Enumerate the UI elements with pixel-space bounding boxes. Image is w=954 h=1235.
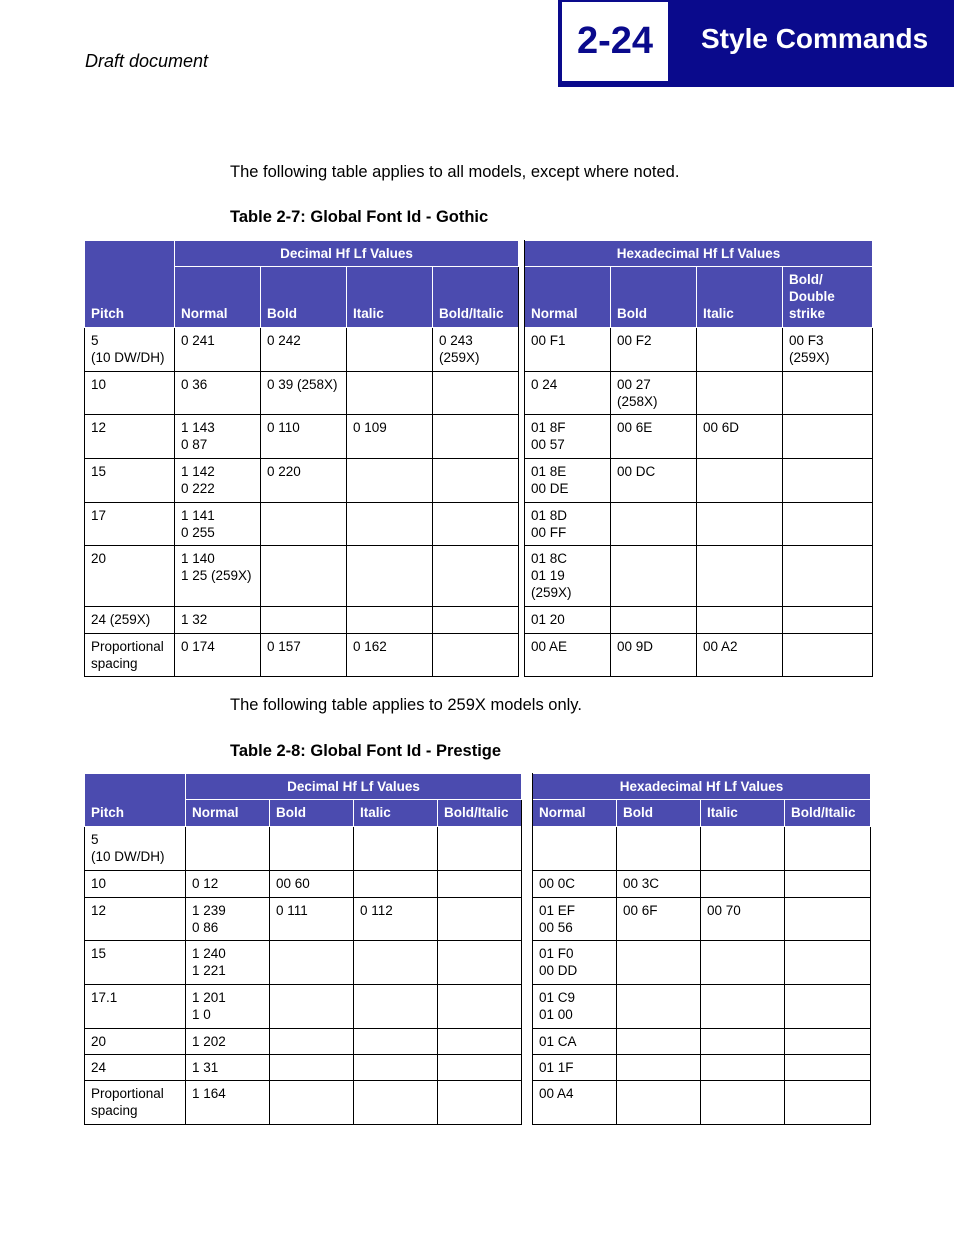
table-cell <box>783 372 873 415</box>
table-cell: 1 141 0 255 <box>175 503 261 546</box>
table-row <box>85 459 873 503</box>
table-cell: 00 3C <box>617 871 701 898</box>
table-cell: 1 239 0 86 <box>186 898 270 941</box>
table-cell <box>783 503 873 546</box>
column-header-hex-bold-double-strike: Bold/ Double strike <box>783 267 873 328</box>
table-cell <box>438 941 522 985</box>
table-cell <box>697 328 783 372</box>
intro-text-1: The following table applies to all models, except where noted. <box>230 163 680 181</box>
table-cell <box>433 503 519 546</box>
table-cell: 0 36 <box>175 372 261 415</box>
table-cell <box>697 607 783 634</box>
table-cell <box>438 1081 522 1125</box>
table-cell: 00 F3 (259X) <box>783 328 873 372</box>
table-cell: 00 6F <box>617 898 701 941</box>
table-cell <box>433 546 519 607</box>
pitch-cell: 15 <box>85 459 175 503</box>
table-cell <box>347 607 433 634</box>
table-cell: 0 242 <box>261 328 347 372</box>
pitch-cell: 15 <box>85 941 186 985</box>
table-cell <box>433 459 519 503</box>
table-cell <box>438 827 522 871</box>
table-cell <box>261 503 347 546</box>
table-cell <box>438 1055 522 1081</box>
table-row <box>85 1029 871 1055</box>
table-cell: 00 A4 <box>533 1081 617 1125</box>
table-cell: 0 220 <box>261 459 347 503</box>
table-cell: 00 60 <box>270 871 354 898</box>
pitch-cell: 5 (10 DW/DH) <box>85 827 186 871</box>
table-row <box>85 898 871 941</box>
table-cell <box>785 985 871 1029</box>
table-cell: 00 AE <box>525 634 611 677</box>
table-cell: 01 8D 00 FF <box>525 503 611 546</box>
table-cell: 1 202 <box>186 1029 270 1055</box>
table-cell <box>533 827 617 871</box>
table-cell <box>433 372 519 415</box>
table-cell <box>697 503 783 546</box>
table-cell <box>611 503 697 546</box>
table-row <box>85 985 871 1029</box>
group-header-hex: Hexadecimal Hf Lf Values <box>525 241 873 267</box>
column-header-hex-bold-italic: Bold/Italic <box>785 800 871 827</box>
table-row <box>85 1081 871 1125</box>
table-cell: 01 F0 00 DD <box>533 941 617 985</box>
table-cell <box>785 1081 871 1125</box>
table-cell <box>354 941 438 985</box>
table-row <box>85 871 871 898</box>
table-cell <box>701 1055 785 1081</box>
table-cell <box>697 372 783 415</box>
table-cell: 00 27 (258X) <box>611 372 697 415</box>
table-row <box>85 503 873 546</box>
table-cell: 0 112 <box>354 898 438 941</box>
table-cell: 0 110 <box>261 415 347 459</box>
table-cell: 1 164 <box>186 1081 270 1125</box>
pitch-cell: Proportional spacing <box>85 634 175 677</box>
table-cell <box>270 1029 354 1055</box>
table-row <box>85 634 873 677</box>
table-cell <box>785 941 871 985</box>
table-cell <box>785 1055 871 1081</box>
group-header-hex: Hexadecimal Hf Lf Values <box>533 774 871 800</box>
table-row <box>85 941 871 985</box>
pitch-cell: 12 <box>85 415 175 459</box>
table-cell <box>261 546 347 607</box>
table-cell: 00 A2 <box>697 634 783 677</box>
table-cell <box>783 415 873 459</box>
table-cell <box>785 1029 871 1055</box>
column-gap <box>522 827 533 871</box>
section-title: Style Commands <box>701 23 929 54</box>
table-cell: 0 39 (258X) <box>261 372 347 415</box>
table-cell: 00 DC <box>611 459 697 503</box>
table-cell <box>270 941 354 985</box>
table-row <box>85 827 871 871</box>
table-cell: 01 8C 01 19 (259X) <box>525 546 611 607</box>
column-header-hex-italic: Italic <box>701 800 785 827</box>
table-cell <box>347 546 433 607</box>
column-header-pitch: Pitch <box>85 774 186 827</box>
table-row <box>85 1055 871 1081</box>
table-cell <box>617 827 701 871</box>
table-cell: 00 F1 <box>525 328 611 372</box>
table-cell <box>617 1081 701 1125</box>
column-gap <box>522 898 533 941</box>
table-cell <box>701 941 785 985</box>
table-cell: 01 C9 01 00 <box>533 985 617 1029</box>
table-cell <box>433 607 519 634</box>
table-cell <box>701 871 785 898</box>
table-cell <box>270 1081 354 1125</box>
table-cell <box>354 1081 438 1125</box>
table-cell: 00 6D <box>697 415 783 459</box>
column-gap <box>522 774 533 827</box>
column-header-hex-bold: Bold <box>617 800 701 827</box>
pitch-cell: Proportional spacing <box>85 1081 186 1125</box>
table-cell <box>438 985 522 1029</box>
table-cell: 00 9D <box>611 634 697 677</box>
table-cell: 01 20 <box>525 607 611 634</box>
table-cell: 0 24 <box>525 372 611 415</box>
table-row <box>85 415 873 459</box>
table-row <box>85 546 873 607</box>
table-cell <box>697 546 783 607</box>
table-cell: 00 6E <box>611 415 697 459</box>
table-cell <box>354 1029 438 1055</box>
intro-text-2: The following table applies to 259X models only. <box>230 696 582 714</box>
table-cell <box>347 328 433 372</box>
group-header-decimal: Decimal Hf Lf Values <box>175 241 519 267</box>
table-cell: 0 157 <box>261 634 347 677</box>
table-cell <box>438 1029 522 1055</box>
table-cell: 01 8F 00 57 <box>525 415 611 459</box>
pitch-cell: 17 <box>85 503 175 546</box>
table-cell: 1 142 0 222 <box>175 459 261 503</box>
table-cell: 0 174 <box>175 634 261 677</box>
table-cell: 01 CA <box>533 1029 617 1055</box>
table-cell: 00 70 <box>701 898 785 941</box>
column-header-bold-italic: Bold/Italic <box>433 267 519 328</box>
table-cell <box>433 415 519 459</box>
table-cell <box>347 372 433 415</box>
table-cell <box>354 1055 438 1081</box>
table-cell: 00 F2 <box>611 328 697 372</box>
table-cell <box>611 607 697 634</box>
pitch-cell: 5 (10 DW/DH) <box>85 328 175 372</box>
pitch-cell: 12 <box>85 898 186 941</box>
table-cell <box>354 871 438 898</box>
pitch-cell: 17.1 <box>85 985 186 1029</box>
table-cell <box>701 1029 785 1055</box>
column-header-hex-bold: Bold <box>611 267 697 328</box>
table-cell <box>617 1029 701 1055</box>
table-cell <box>785 827 871 871</box>
column-header-bold: Bold <box>270 800 354 827</box>
column-header-normal: Normal <box>175 267 261 328</box>
table-row <box>85 607 873 634</box>
table-cell: 0 109 <box>347 415 433 459</box>
table-cell <box>611 546 697 607</box>
table-cell <box>347 459 433 503</box>
table-cell: 1 201 1 0 <box>186 985 270 1029</box>
column-gap <box>522 871 533 898</box>
table-cell: 0 243 (259X) <box>433 328 519 372</box>
table-cell: 0 111 <box>270 898 354 941</box>
table-cell <box>354 985 438 1029</box>
table-cell <box>785 898 871 941</box>
table-cell <box>347 503 433 546</box>
table-cell <box>701 985 785 1029</box>
table-cell: 00 0C <box>533 871 617 898</box>
table1-caption: Table 2-7: Global Font Id - Gothic <box>230 208 489 226</box>
column-gap <box>522 1055 533 1081</box>
table-cell <box>783 546 873 607</box>
prestige-font-table <box>84 773 871 1125</box>
page-number: 2-24 <box>562 2 668 81</box>
column-header-pitch: Pitch <box>85 241 175 328</box>
column-header-hex-normal: Normal <box>525 267 611 328</box>
table-cell <box>701 827 785 871</box>
table-cell <box>270 1055 354 1081</box>
table-cell: 1 143 0 87 <box>175 415 261 459</box>
pitch-cell: 20 <box>85 1029 186 1055</box>
table-cell <box>617 1055 701 1081</box>
table-cell <box>354 827 438 871</box>
table-cell <box>438 898 522 941</box>
table-cell: 1 32 <box>175 607 261 634</box>
draft-label: Draft document <box>85 51 209 71</box>
table-row <box>85 372 873 415</box>
table-cell: 01 8E 00 DE <box>525 459 611 503</box>
pitch-cell: 10 <box>85 871 186 898</box>
table-cell: 01 1F <box>533 1055 617 1081</box>
column-header-hex-normal: Normal <box>533 800 617 827</box>
table-cell: 0 162 <box>347 634 433 677</box>
table-cell: 1 240 1 221 <box>186 941 270 985</box>
pitch-cell: 24 <box>85 1055 186 1081</box>
table-cell <box>783 634 873 677</box>
table-cell: 0 241 <box>175 328 261 372</box>
table-cell: 01 EF 00 56 <box>533 898 617 941</box>
column-gap <box>522 985 533 1029</box>
table-cell <box>697 459 783 503</box>
pitch-cell: 10 <box>85 372 175 415</box>
table-cell: 1 140 1 25 (259X) <box>175 546 261 607</box>
column-header-bold: Bold <box>261 267 347 328</box>
table-cell <box>617 941 701 985</box>
column-gap <box>522 941 533 985</box>
column-gap <box>522 1029 533 1055</box>
table-cell <box>270 985 354 1029</box>
pitch-cell: 24 (259X) <box>85 607 175 634</box>
table2-caption: Table 2-8: Global Font Id - Prestige <box>230 742 502 760</box>
column-header-italic: Italic <box>354 800 438 827</box>
table-row <box>85 328 873 372</box>
table-cell <box>783 607 873 634</box>
gothic-font-table <box>84 240 873 677</box>
column-gap <box>522 1081 533 1125</box>
group-header-decimal: Decimal Hf Lf Values <box>186 774 522 800</box>
table-cell <box>617 985 701 1029</box>
pitch-cell: 20 <box>85 546 175 607</box>
table-cell <box>783 459 873 503</box>
column-header-hex-italic: Italic <box>697 267 783 328</box>
table-cell <box>261 607 347 634</box>
table-cell: 0 12 <box>186 871 270 898</box>
table-cell <box>701 1081 785 1125</box>
table-cell <box>186 827 270 871</box>
table-cell <box>433 634 519 677</box>
table-cell <box>785 871 871 898</box>
table-cell <box>270 827 354 871</box>
table-cell: 1 31 <box>186 1055 270 1081</box>
column-header-bold-italic: Bold/Italic <box>438 800 522 827</box>
table-cell <box>438 871 522 898</box>
column-header-normal: Normal <box>186 800 270 827</box>
column-header-italic: Italic <box>347 267 433 328</box>
